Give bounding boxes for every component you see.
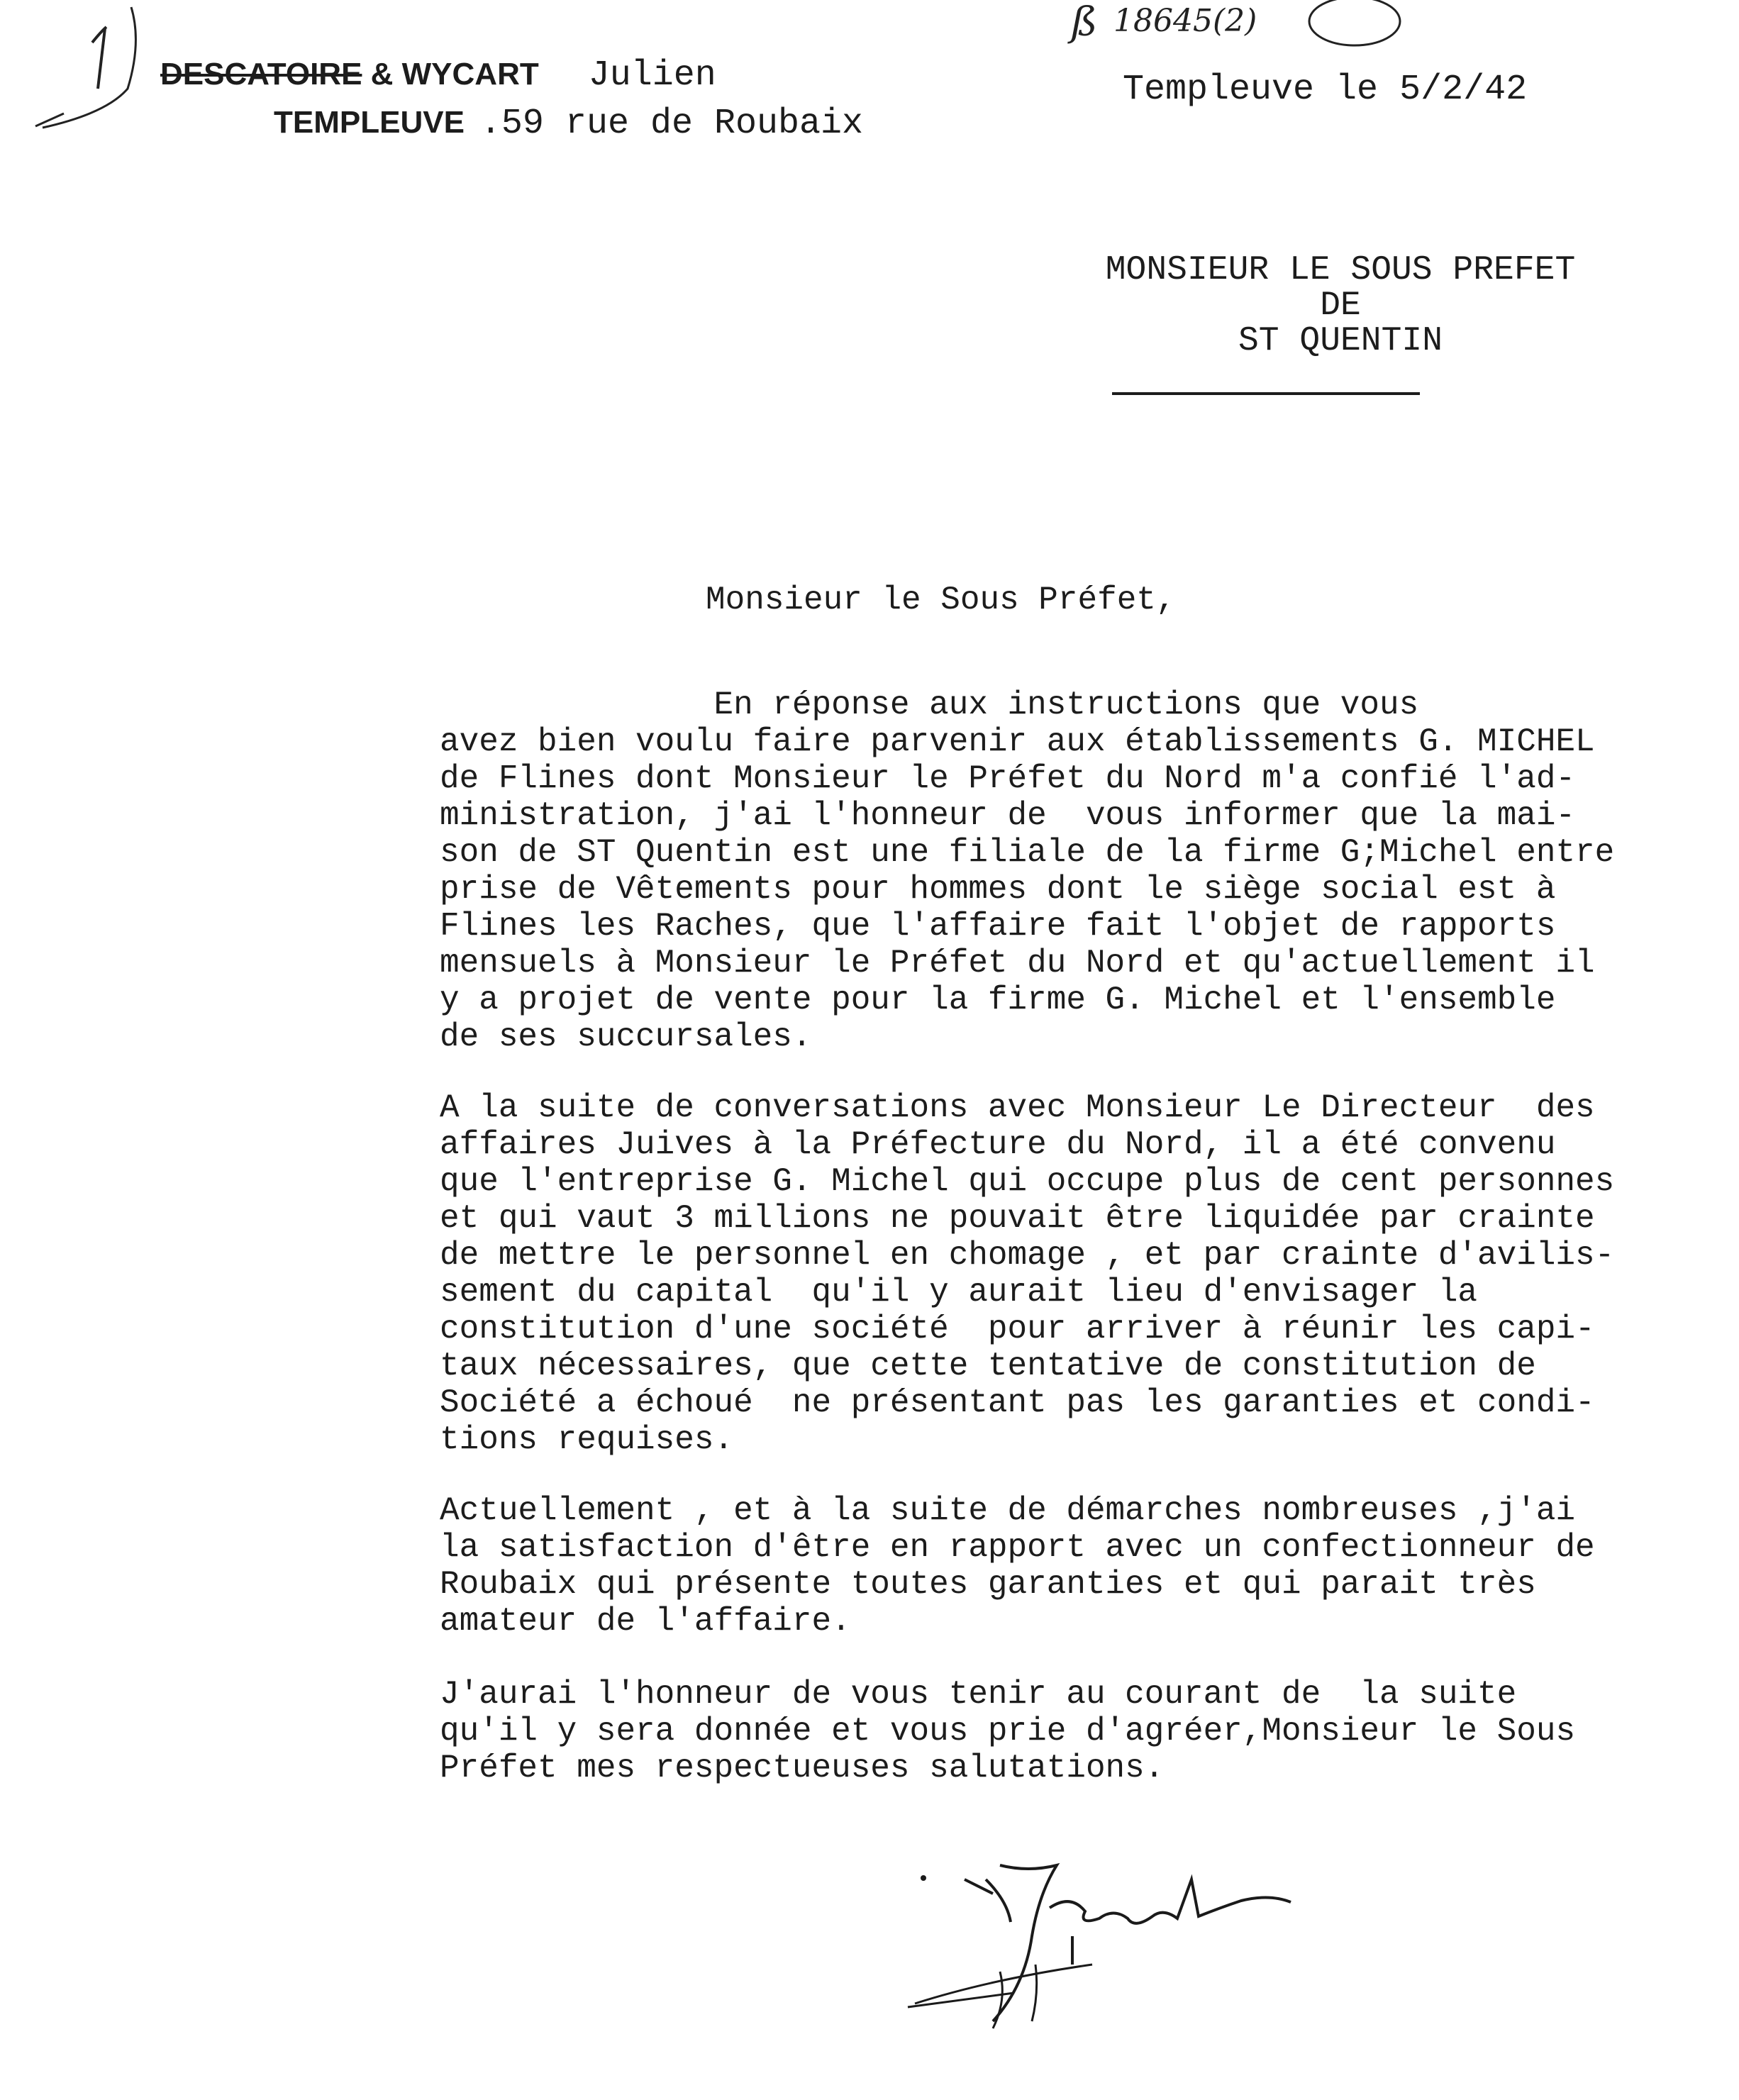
sender-first-name: Julien	[588, 55, 716, 96]
recipient-block	[1092, 252, 1589, 359]
body-line: A la suite de conversations avec Monsieur Le Directeur des	[440, 1089, 1595, 1126]
body-line: Flines les Raches, que l'affaire fait l'objet de rapports	[440, 908, 1556, 945]
body-line: son de ST Quentin est une filiale de la firme G;Michel entre	[440, 834, 1615, 871]
recipient-underline	[1112, 392, 1420, 395]
body-line: que l'entreprise G. Michel qui occupe plus de cent personnes	[440, 1163, 1615, 1200]
archive-reference-icon	[1064, 0, 1447, 51]
salutation: Monsieur le Sous Préfet,	[706, 582, 1176, 618]
recipient-line: DE	[1320, 287, 1361, 325]
body-line: Préfet mes respectueuses salutations.	[440, 1750, 1165, 1787]
body-line: constitution d'une société pour arriver à réunir les capi-	[440, 1311, 1595, 1348]
body-line: tions requises.	[440, 1421, 734, 1458]
sender-street: .59 rue de Roubaix	[479, 104, 864, 144]
letterhead-company	[160, 55, 716, 96]
body-paragraph	[440, 1676, 1575, 1787]
body-line: Roubaix qui présente toutes garanties et qui parait très	[440, 1566, 1536, 1603]
body-line: prise de Vêtements pour hommes dont le siège social est à	[440, 871, 1556, 908]
body-line: avez bien voulu faire parvenir aux établissements G. MICHEL	[440, 723, 1595, 760]
body-line: de Flines dont Monsieur le Préfet du Nord m'a confié l'ad-	[440, 760, 1576, 797]
body-paragraph	[440, 687, 1614, 1055]
body-line: affaires Juives à la Préfecture du Nord, il a été convenu	[440, 1126, 1556, 1163]
body-line: mensuels à Monsieur le Préfet du Nord et qu'actuellement il	[440, 945, 1595, 982]
body-paragraph	[440, 1492, 1595, 1640]
company-struck-name: DESCATOIRE	[160, 57, 362, 91]
recipient-line: ST QUENTIN	[1238, 322, 1443, 360]
svg-text:18645(2): 18645(2)	[1113, 3, 1257, 39]
body-line: amateur de l'affaire.	[440, 1603, 851, 1640]
archive-reference-stamp	[1064, 0, 1447, 51]
body-paragraph	[440, 1089, 1614, 1458]
body-line: ministration, j'ai l'honneur de vous informer que la mai-	[440, 797, 1576, 834]
body-line: et qui vaut 3 millions ne pouvait être liquidée par crainte	[440, 1200, 1595, 1237]
sender-city: TEMPLEUVE	[274, 105, 465, 140]
svg-text:ß: ß	[1071, 0, 1098, 45]
body-line: En réponse aux instructions que vous	[440, 687, 1419, 723]
body-line: qu'il y sera donnée et vous prie d'agréer,Monsieur le Sous	[440, 1713, 1576, 1750]
company-name: & WYCART	[362, 57, 539, 91]
body-line: de mettre le personnel en chomage , et par crainte d'avilis-	[440, 1237, 1615, 1274]
body-line: J'aurai l'honneur de vous tenir au courant de la suite	[440, 1676, 1517, 1713]
body-line: y a projet de vente pour la firme G. Michel et l'ensemble	[440, 982, 1556, 1018]
recipient-line: MONSIEUR LE SOUS PREFET	[1105, 251, 1576, 289]
body-line: de ses succursales.	[440, 1018, 812, 1055]
handwritten-signature-icon	[887, 1851, 1326, 2035]
body-line: taux nécessaires, que cette tentative de constitution de	[440, 1348, 1536, 1384]
margin-annotation	[21, 0, 177, 142]
letterhead-address	[274, 104, 863, 144]
body-line: la satisfaction d'être en rapport avec un confectionneur de	[440, 1529, 1595, 1566]
body-line: Actuellement , et à la suite de démarches nombreuses ,j'ai	[440, 1492, 1576, 1529]
body-line: sement du capital qu'il y aurait lieu d'envisager la	[440, 1274, 1478, 1311]
letter-date: Templeuve le 5/2/42	[1123, 70, 1528, 110]
body-line: Société a échoué ne présentant pas les garanties et condi-	[440, 1384, 1595, 1421]
